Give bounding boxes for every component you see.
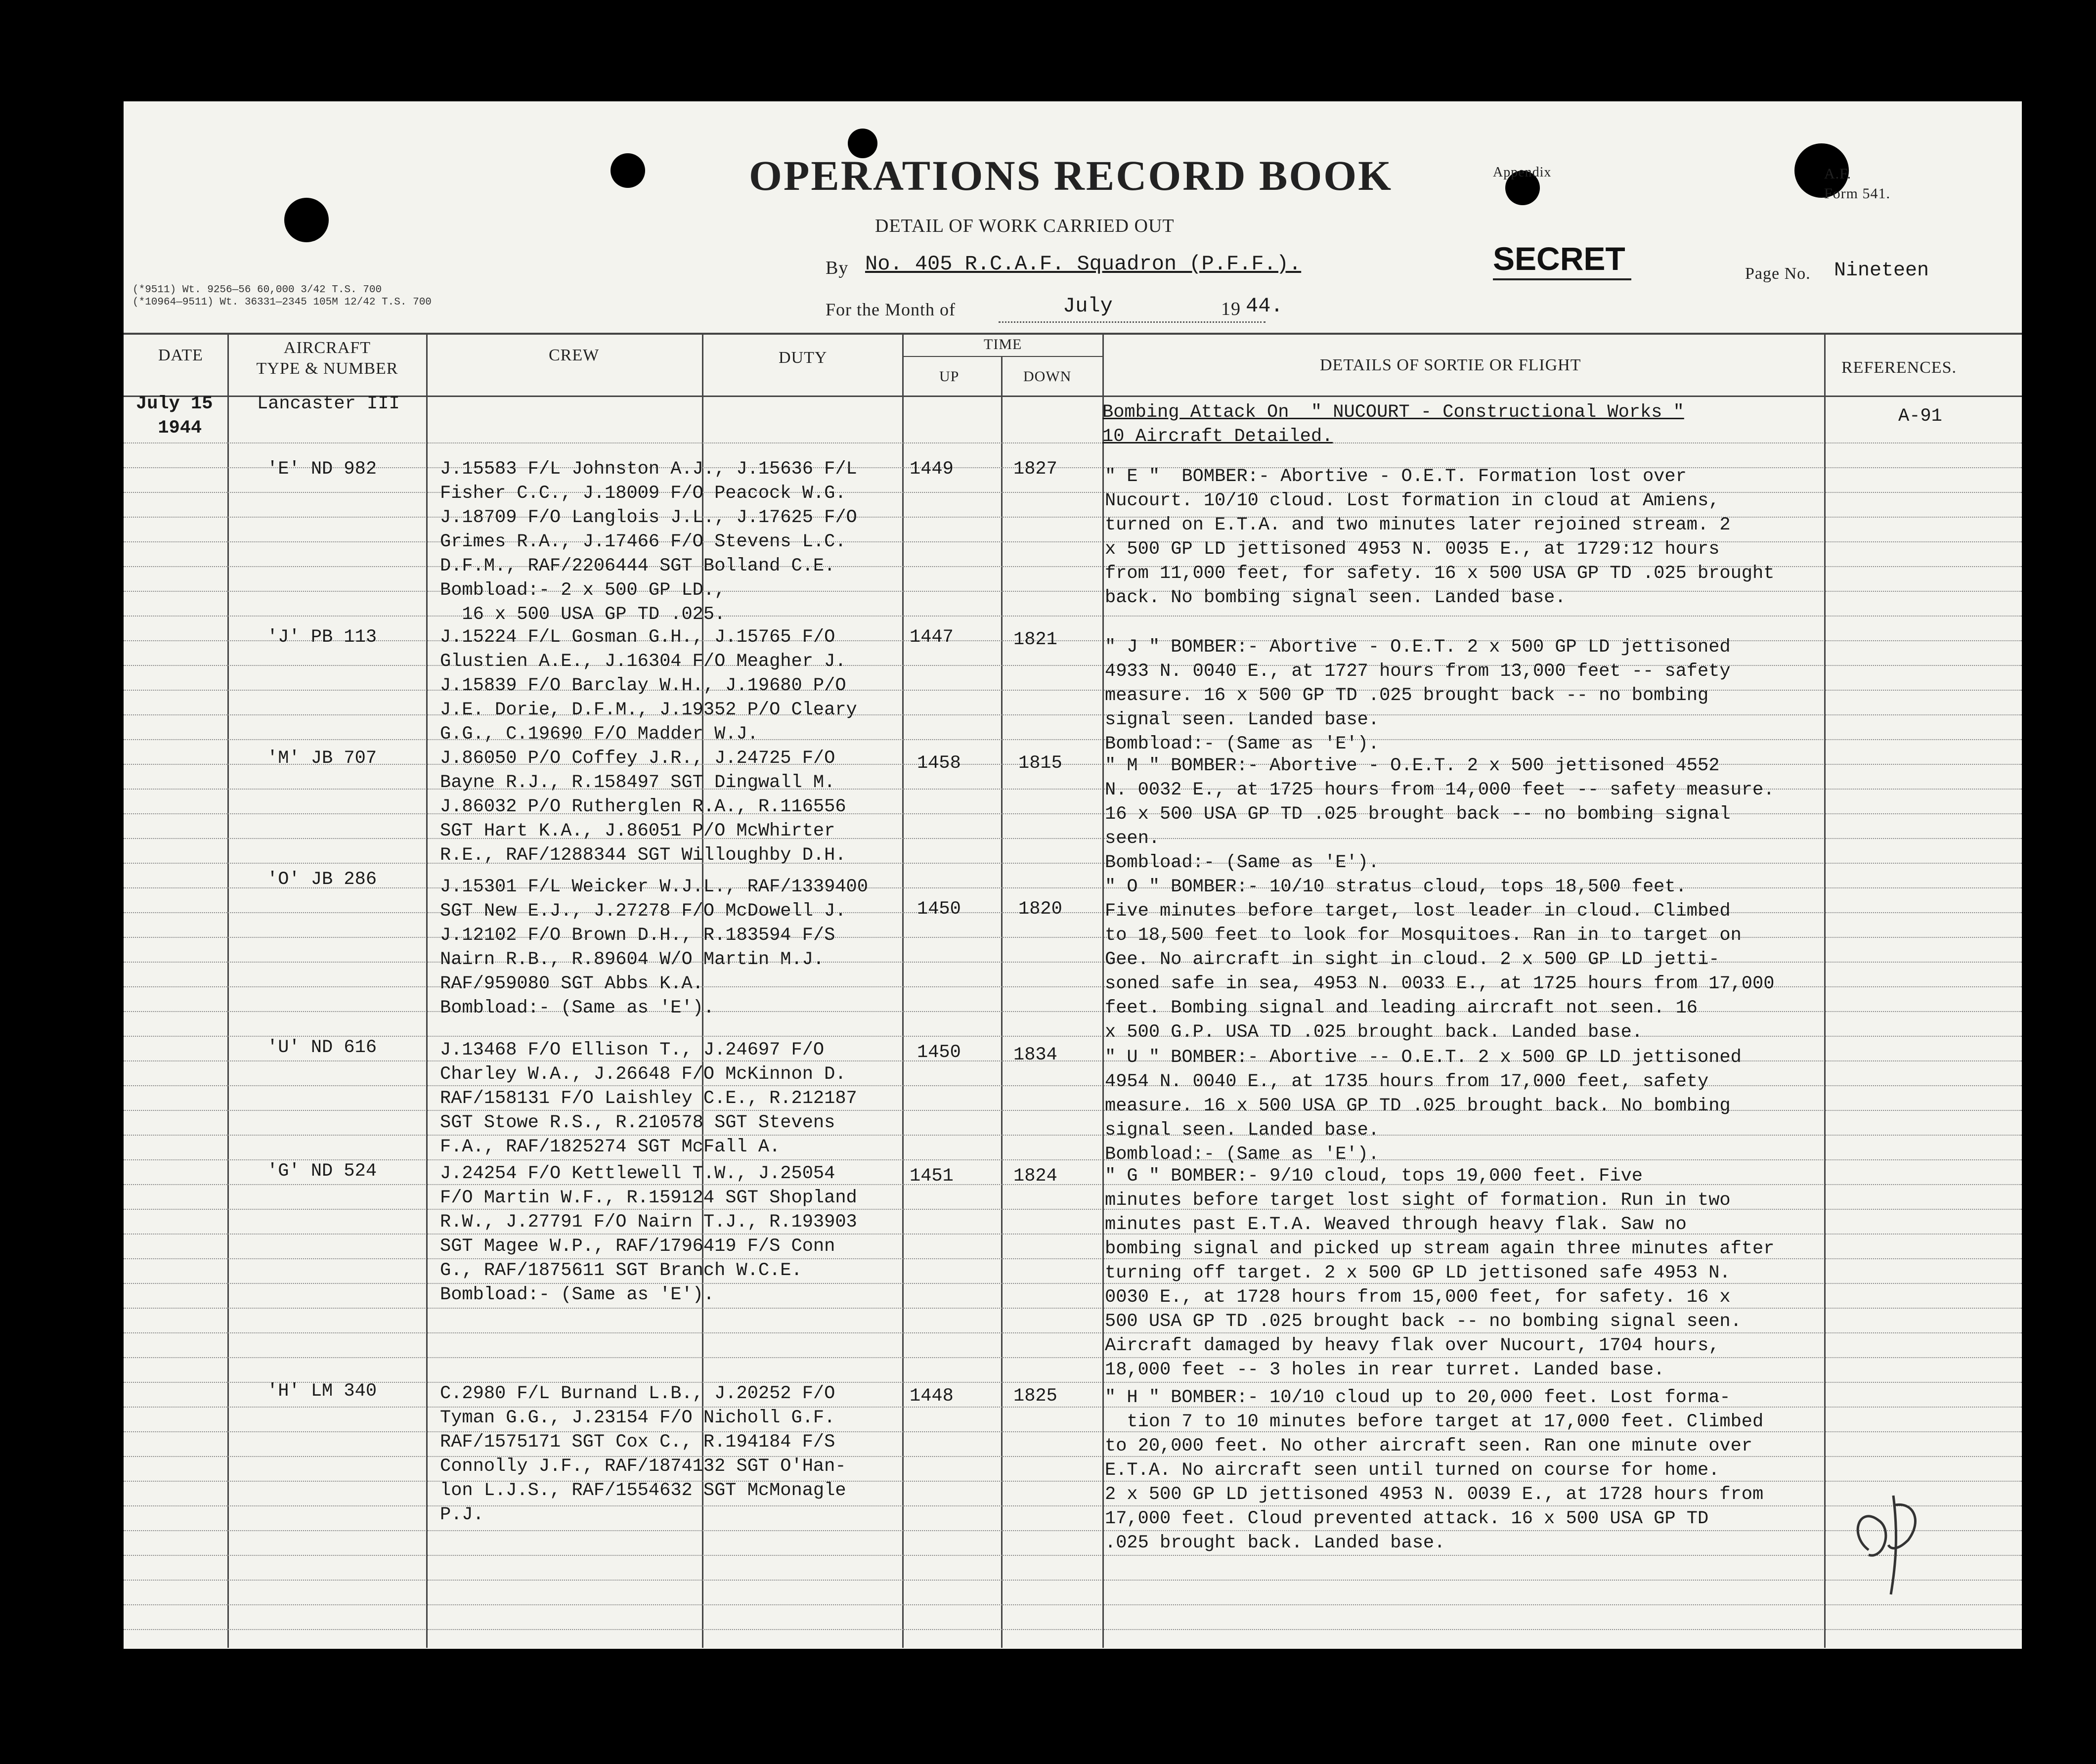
entry-details: " M " BOMBER:- Abortive - O.E.T. 2 x 500 jettisoned 4552 N. 0032 E., at 1725 hours from 14,000 feet -- safety measure. 16 x 500 USA GP TD .025 brought back -- no bombing signal seen. Bombload:- (Same as 'E').: [1105, 755, 1775, 873]
entry-down-time: 1815: [1018, 753, 1062, 774]
page-number-value: Nineteen: [1834, 260, 1929, 282]
col-header-aircraft: AIRCRAFT TYPE & NUMBER: [256, 339, 398, 378]
col-header-up: UP: [939, 368, 960, 385]
entry-aircraft: 'J' PB 113: [267, 627, 377, 648]
year-value: 44.: [1246, 294, 1283, 318]
entry-up-time: 1451: [910, 1166, 954, 1187]
entry-crew: J.15224 F/L Gosman G.H., J.15765 F/O Glustien A.E., J.16304 F/O Meagher J. J.15839 F/O Barclay W.H., J.19680 P/O J.E. Dorie, D.F.M., J.19352 P/O Cleary G.G., C.19690 F/O Madder W.J.: [440, 627, 857, 745]
entry-up-time: 1458: [917, 753, 961, 774]
col-rule-up: [1001, 356, 1003, 1648]
entry-down-time: 1821: [1013, 629, 1057, 650]
intro-aircraft-type: Lancaster III: [257, 394, 400, 414]
entry-aircraft: 'E' ND 982: [267, 459, 377, 480]
intro-reference: A-91: [1898, 406, 1942, 427]
entry-aircraft: 'O' JB 286: [267, 869, 377, 890]
col-rule-details: [1824, 333, 1826, 1648]
month-label: For the Month of: [826, 300, 956, 319]
printer-line-1: (*9511) Wt. 9256—56 60,000 3/42 T.S. 700: [132, 284, 382, 296]
entry-aircraft: 'M' JB 707: [267, 748, 377, 769]
record-sheet: [124, 101, 2022, 1649]
punch-hole-left: [284, 198, 329, 242]
col-rule-aircraft: [426, 333, 428, 1648]
col-header-references: REFERENCES.: [1841, 358, 1957, 377]
entry-details: " H " BOMBER:- 10/10 cloud up to 20,000 feet. Lost forma- tion 7 to 10 minutes before target at 17,000 feet. Climbed to 20,000 feet. No other aircraft seen. Ran one minute over E.T.A. No aircraft seen until turned on course for home. 2 x 500 GP LD jettisoned 4953 N. 0039 E., at 1728 hours from 17,000 feet. Cloud prevented attack. 16 x 500 USA GP TD .025 brought back. Landed base.: [1105, 1387, 1764, 1553]
entry-aircraft: 'H' LM 340: [267, 1381, 377, 1402]
intro-details: Bombing Attack On " NUCOURT - Constructional Works " 10 Aircraft Detailed.: [1102, 402, 1684, 447]
entry-down-time: 1820: [1018, 899, 1062, 920]
entry-aircraft: 'U' ND 616: [267, 1037, 377, 1058]
entry-details: " E " BOMBER:- Abortive - O.E.T. Formation lost over Nucourt. 10/10 cloud. Lost formation in cloud at Amiens, turned on E.T.A. and two minutes later rejoined stream. 2 x 500 GP LD jettisoned 4953 N. 0035 E., at 1729:12 hours from 11,000 feet, for safety. 16 x 500 USA GP TD .025 brought back. No bombing signal seen. Landed base.: [1105, 466, 1775, 608]
printer-line-2: (*10964—9511) Wt. 36331—2345 105M 12/42 T.S. 700: [132, 297, 432, 308]
punch-hole-1: [611, 153, 645, 188]
entry-crew: J.86050 P/O Coffey J.R., J.24725 F/O Bayne R.J., R.158497 SGT Dingwall M. J.86032 P/O Rutherglen R.A., R.116556 SGT Hart K.A., J.86051 P/O McWhirter R.E., RAF/1288344 SGT Willoughby D.H.: [440, 748, 846, 866]
form-number-line2: Form 541.: [1824, 185, 1891, 202]
col-rule-date: [227, 333, 229, 1648]
year-prefix: 19: [1221, 299, 1241, 319]
page-number-label: Page No.: [1745, 265, 1811, 283]
entry-crew: J.15583 F/L Johnston A.J., J.15636 F/L Fisher C.C., J.18009 F/O Peacock W.G. J.18709 F/O Langlois J.L., J.17625 F/O Grimes R.A., J.17466 F/O Stevens L.C. D.F.M., RAF/2206444 SGT Bolland C.E. Bombload:- 2 x 500 GP LD., 16 x 500 USA GP TD .025.: [440, 459, 857, 625]
col-rule-down: [1102, 333, 1104, 1648]
col-header-details: DETAILS OF SORTIE OR FLIGHT: [1320, 356, 1581, 374]
entry-up-time: 1450: [917, 1042, 961, 1063]
entry-up-time: 1447: [910, 627, 954, 648]
secret-stamp: SECRET: [1493, 240, 1625, 277]
col-header-down: DOWN: [1023, 368, 1072, 385]
entry-crew: J.13468 F/O Ellison T., J.24697 F/O Charley W.A., J.26648 F/O McKinnon D. RAF/158131 F/O Laishley C.E., R.212187 SGT Stowe R.S., R.210578 SGT Stevens F.A., RAF/1825274 SGT McFall A.: [440, 1040, 857, 1157]
table-top-rule: [124, 333, 2022, 335]
entry-down-time: 1834: [1013, 1045, 1057, 1065]
col-header-date: DATE: [158, 346, 203, 364]
entry-up-time: 1448: [910, 1386, 954, 1407]
handwritten-initials: [1839, 1476, 1938, 1604]
entry-up-time: 1450: [917, 899, 961, 920]
entry-details: " O " BOMBER:- 10/10 stratus cloud, tops 18,500 feet. Five minutes before target, lost leader in cloud. Climbed to 18,500 feet to look for Mosquitoes. Ran in to target on Gee. No aircraft in sight in cloud. 2 x 500 GP LD jetti- soned safe in sea, 4953 N. 0033 E., at 1725 hours from 17,000 feet. Bombing signal and leading aircraft not seen. 16 x 500 G.P. USA TD .025 brought back. Landed base.: [1105, 877, 1775, 1043]
month-value: July: [1063, 294, 1113, 318]
entry-down-time: 1824: [1013, 1166, 1057, 1187]
intro-date: July 15 1944: [136, 394, 213, 439]
entry-details: " U " BOMBER:- Abortive -- O.E.T. 2 x 500 GP LD jettisoned 4954 N. 0040 E., at 1735 hours from 17,000 feet, safety measure. 16 x 500 USA GP TD .025 brought back. No bombing signal seen. Landed base. Bombload:- (Same as 'E').: [1105, 1047, 1742, 1165]
form-number-line1: A.F.: [1824, 166, 1851, 182]
squadron-name: No. 405 R.C.A.F. Squadron (P.F.F.).: [865, 252, 1302, 276]
by-label: By: [826, 258, 849, 278]
entry-details: " J " BOMBER:- Abortive - O.E.T. 2 x 500 GP LD jettisoned 4933 N. 0040 E., at 1727 hours from 13,000 feet -- safety measure. 16 x 500 GP TD .025 brought back -- no bombing signal seen. Landed base. Bombload:- (Same as 'E').: [1105, 637, 1731, 754]
month-underline: [999, 321, 1266, 323]
entry-aircraft: 'G' ND 524: [267, 1161, 377, 1182]
entry-crew: J.24254 F/O Kettlewell T.W., J.25054 F/O Martin W.F., R.159124 SGT Shopland R.W., J.27791 F/O Nairn T.J., R.193903 SGT Magee W.P., RAF/1796419 F/S Conn G., RAF/1875611 SGT Branch W.C.E. Bombload:- (Same as 'E').: [440, 1163, 857, 1305]
col-rule-duty: [902, 333, 904, 1648]
header-bottom-rule: [124, 396, 2022, 397]
page-subtitle: DETAIL OF WORK CARRIED OUT: [875, 216, 1175, 236]
entry-crew: C.2980 F/L Burnand L.B., J.20252 F/O Tyman G.G., J.23154 F/O Nicholl G.F. RAF/1575171 SGT Cox C., R.194184 F/S Connolly J.F., RAF/1874132 SGT O'Han- lon L.J.S., RAF/1554632 SGT McMonagle P.J.: [440, 1383, 846, 1525]
col-header-time: TIME: [984, 336, 1022, 353]
page-title: OPERATIONS RECORD BOOK: [749, 152, 1393, 199]
entry-up-time: 1449: [910, 459, 954, 480]
entry-crew: J.15301 F/L Weicker W.J.L., RAF/1339400 SGT New E.J., J.27278 F/O McDowell J. J.12102 F/O Brown D.H., R.183594 F/S Nairn R.B., R.89604 W/O Martin M.J. RAF/959080 SGT Abbs K.A. Bombload:- (Same as 'E').: [440, 877, 868, 1018]
entry-down-time: 1825: [1013, 1386, 1057, 1407]
entry-details: " G " BOMBER:- 9/10 cloud, tops 19,000 feet. Five minutes before target lost sight of formation. Run in two minutes past E.T.A. Weaved through heavy flak. Saw no bombing signal and picked up stream again three minutes after turning off target. 2 x 500 GP LD jettisoned safe 4953 N. 0030 E., at 1728 hours from 15,000 feet, for safety. 16 x 500 USA GP TD .025 brought back -- no bombing signal seen. Aircraft damaged by heavy flak over Nucourt, 1704 hours, 18,000 feet -- 3 holes in rear turret. Landed base.: [1105, 1166, 1775, 1380]
appendix-label: Appendix: [1493, 165, 1552, 180]
col-header-crew: CREW: [549, 346, 600, 364]
secret-underline: [1493, 278, 1631, 280]
col-header-duty: DUTY: [779, 349, 828, 367]
entry-down-time: 1827: [1013, 459, 1057, 480]
